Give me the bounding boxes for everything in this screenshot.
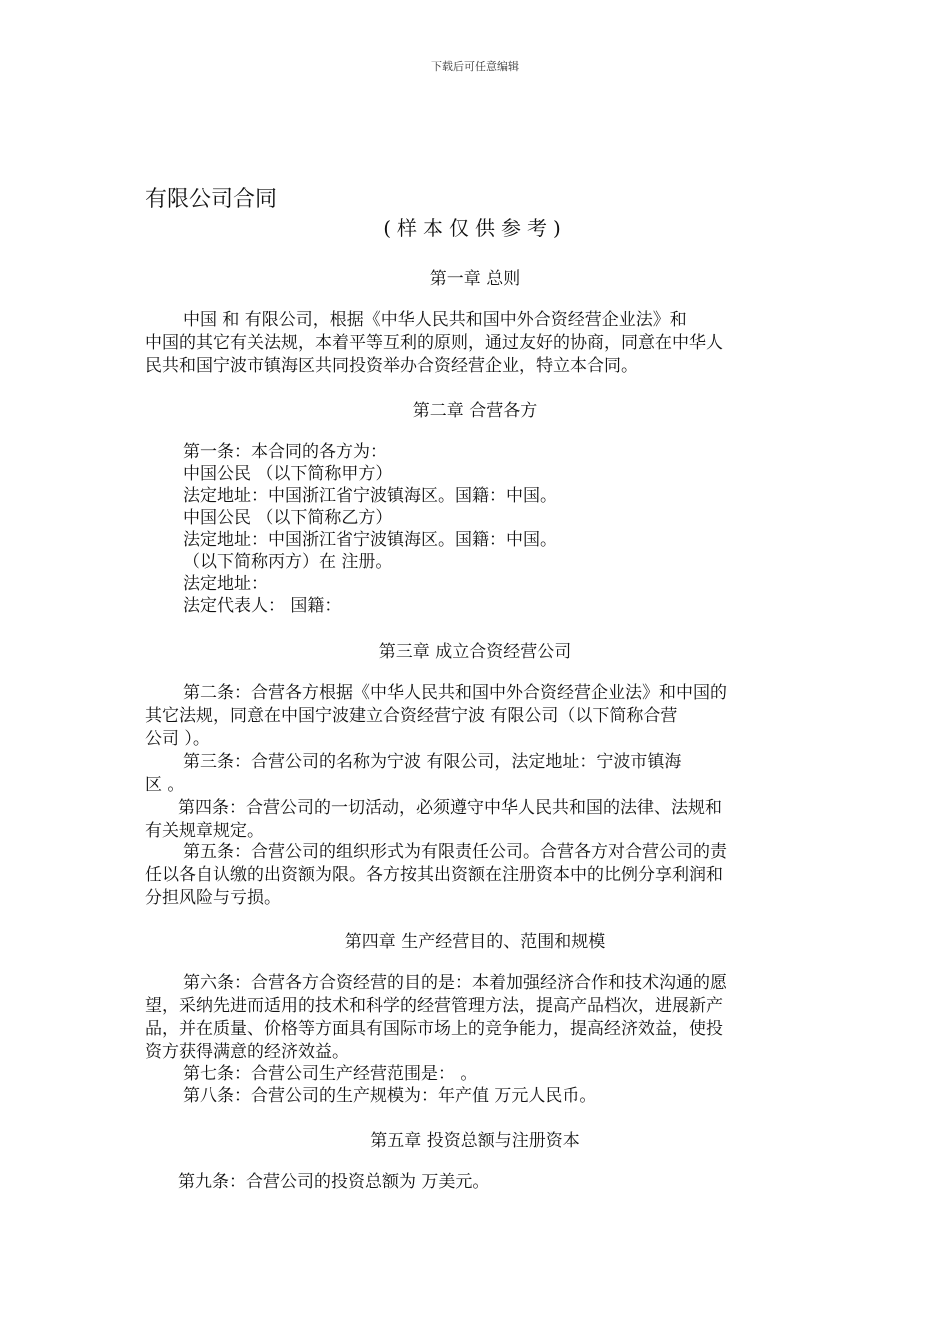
document-title: 有限公司合同	[145, 187, 278, 212]
article-1: 第一条：本合同的各方为：	[183, 442, 387, 462]
article-4-line-1: 第四条：合营公司的一切活动，必须遵守中华人民共和国的法律、法规和	[178, 798, 722, 818]
chapter-1-heading: 第一章 总则	[429, 269, 521, 289]
party-c-representative: 法定代表人： 国籍：	[183, 596, 342, 616]
article-3-line-1: 第三条：合营公司的名称为宁波 有限公司，法定地址：宁波市镇海	[183, 752, 682, 772]
article-3-line-2: 区 。	[145, 775, 185, 795]
chapter-5-heading: 第五章 投资总额与注册资本	[370, 1131, 580, 1151]
party-b: 中国公民 （以下简称乙方）	[183, 508, 393, 528]
party-b-address: 法定地址：中国浙江省宁波镇海区。国籍：中国。	[183, 530, 557, 550]
article-5-line-2: 任以各自认缴的出资额为限。各方按其出资额在注册资本中的比例分享利润和	[145, 865, 723, 885]
article-6-line-1: 第六条：合营各方合资经营的目的是：本着加强经济合作和技术沟通的愿	[183, 973, 727, 993]
article-9: 第九条：合营公司的投资总额为 万美元。	[178, 1172, 490, 1192]
chapter-3-heading: 第三章 成立合资经营公司	[378, 642, 572, 662]
preamble-line-1: 中国 和 有限公司，根据《中华人民共和国中外合资经营企业法》和	[183, 310, 687, 330]
party-c-address: 法定地址：	[183, 574, 268, 594]
chapter-4-heading: 第四章 生产经营目的、范围和规模	[344, 932, 606, 952]
article-6-line-4: 资方获得满意的经济效益。	[145, 1042, 349, 1062]
article-5-line-3: 分担风险与亏损。	[145, 888, 281, 908]
article-5-line-1: 第五条：合营公司的组织形式为有限责任公司。合营各方对合营公司的责	[183, 842, 727, 862]
article-2-line-3: 公司 ）。	[145, 729, 210, 749]
article-8: 第八条：合营公司的生产规模为：年产值 万元人民币。	[183, 1086, 597, 1106]
article-6-line-2: 望，采纳先进而适用的技术和科学的经营管理方法，提高产品档次，进展新产	[145, 996, 723, 1016]
article-2-line-2: 其它法规，同意在中国宁波建立合资经营宁波 有限公司（以下简称合营	[145, 706, 678, 726]
page-header: 下载后可任意编辑	[431, 60, 519, 73]
article-6-line-3: 品，并在质量、价格等方面具有国际市场上的竞争能力，提高经济效益，使投	[145, 1019, 723, 1039]
article-2-line-1: 第二条：合营各方根据《中华人民共和国中外合资经营企业法》和中国的	[183, 683, 727, 703]
party-a: 中国公民 （以下简称甲方）	[183, 464, 393, 484]
preamble-line-2: 中国的其它有关法规，本着平等互利的原则，通过友好的协商，同意在中华人	[145, 333, 723, 353]
party-a-address: 法定地址：中国浙江省宁波镇海区。国籍：中国。	[183, 486, 557, 506]
preamble-line-3: 民共和国宁波市镇海区共同投资举办合资经营企业，特立本合同。	[145, 356, 638, 376]
chapter-2-heading: 第二章 合营各方	[412, 401, 538, 421]
article-7: 第七条：合营公司生产经营范围是： 。	[183, 1064, 478, 1084]
party-c: （以下简称丙方）在 注册。	[183, 552, 393, 572]
article-4-line-2: 有关规章规定。	[145, 821, 264, 841]
document-subtitle: (样本仅供参考)	[383, 216, 567, 240]
